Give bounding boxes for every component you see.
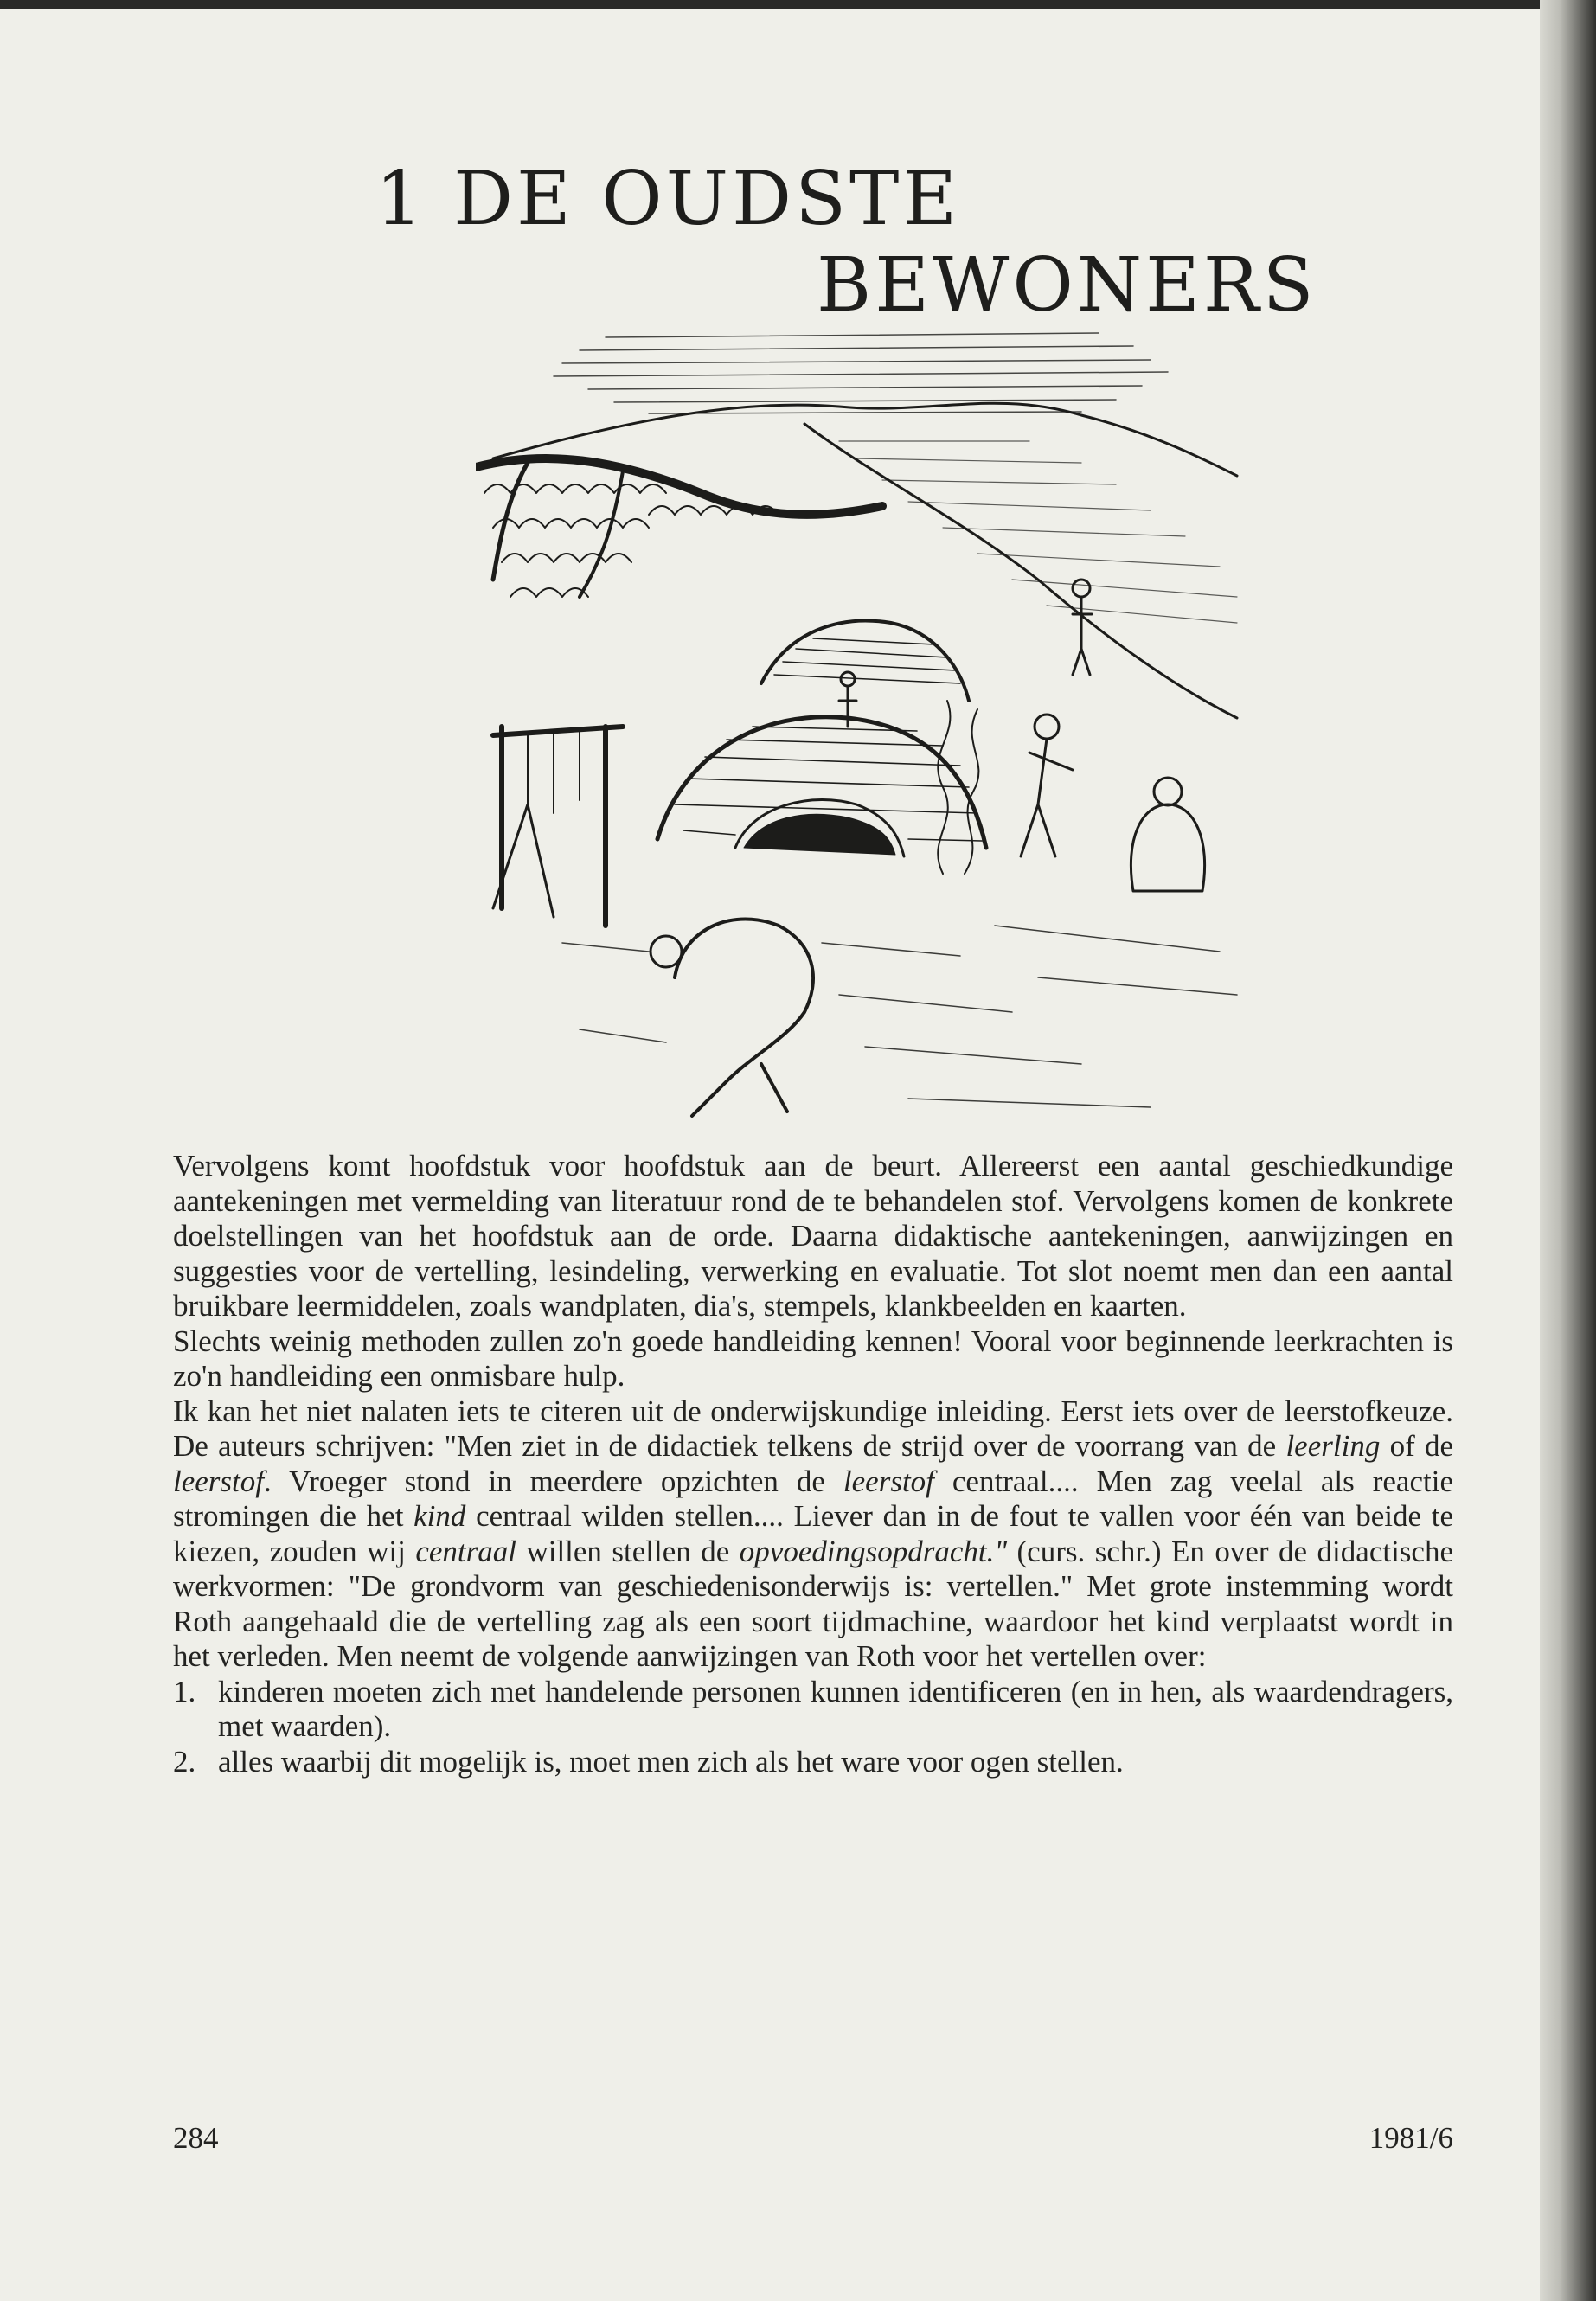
emphasis-leerstof: leerstof bbox=[843, 1464, 934, 1498]
paragraph-1: Vervolgens komt hoofdstuk voor hoofdstuk aan de beurt. Allereerst een aantal geschiedkundige aantekeningen met vermelding van literatuur rond de te behandelen stof. Vervolgens komen de konkrete doelstellingen van het hoofdstuk aan de orde. Daarna didaktische aantekeningen, aanwijzingen en suggesties voor de vertelling, lesindeling, verwerking en evaluatie. Tot slot noemt men dan een aantal bruikbare leermiddelen, zoals wandplaten, dia's, stempels, klankbeelden en kaarten. bbox=[173, 1149, 1453, 1323]
issue-number: 1981/6 bbox=[1368, 2121, 1453, 2155]
chapter-title-text-1: DE OUDSTE bbox=[453, 156, 961, 242]
paragraph-3-text: Ik kan het niet nalaten iets te citeren uit de onderwijskundige inleiding. Eerst iets over de leerstofkeuze. De auteurs schrijven: "Men ziet in de didactiek telkens de strijd over de voorrang van de bbox=[173, 1394, 1453, 1463]
paragraph-3-text: centraal wilden stellen.... Liever dan in de fout te vallen voor één van beide te kiezen, zouden wij bbox=[173, 1499, 1453, 1568]
body-text bbox=[173, 1149, 1453, 1779]
chapter-title bbox=[363, 156, 1317, 329]
list-item bbox=[173, 1745, 1453, 1780]
paragraph-3-text: . Vroeger stond in meerdere opzichten de bbox=[263, 1464, 843, 1498]
chapter-title-line2: BEWONERS bbox=[817, 242, 1317, 329]
emphasis-opvoedingsopdracht: opvoedingsopdracht." bbox=[739, 1534, 1008, 1568]
document-page bbox=[0, 9, 1540, 2301]
paragraph-2: Slechts weinig methoden zullen zo'n goede handleiding kennen! Vooral voor beginnende leerkrachten is zo'n handleiding een onmisbare hulp. bbox=[173, 1324, 1453, 1393]
list-number: 2. bbox=[173, 1744, 196, 1779]
emphasis-kind: kind bbox=[413, 1499, 466, 1533]
paragraph-3-text: of de bbox=[1380, 1429, 1453, 1463]
emphasis-leerstof: leerstof bbox=[173, 1464, 264, 1498]
paragraph-3-text: centraal.... Men zag veelal als reactie stromingen die het bbox=[173, 1464, 1453, 1533]
page-edge-shadow bbox=[1540, 0, 1596, 2301]
paragraph-3 bbox=[173, 1394, 1453, 1675]
emphasis-centraal: centraal bbox=[415, 1534, 516, 1568]
page-number: 284 bbox=[173, 2121, 219, 2155]
list-text: kinderen moeten zich met handelende personen kunnen identificeren (en in hen, als waardendragers, met waarden). bbox=[218, 1674, 1453, 1743]
prehistoric-settlement-illustration bbox=[476, 320, 1254, 1133]
numbered-list bbox=[173, 1675, 1453, 1780]
list-number: 1. bbox=[173, 1674, 196, 1708]
chapter-number: 1 bbox=[375, 156, 426, 242]
emphasis-leerling: leerling bbox=[1285, 1429, 1381, 1463]
list-item bbox=[173, 1675, 1453, 1745]
paragraph-3-text: willen stellen de bbox=[516, 1534, 740, 1568]
paragraph-3-text: (curs. schr.) En over de didactische werkvormen: "De grondvorm van geschiedenisonderwijs is: vertellen." Met grote instemming wordt Roth aangehaald die de vertelling zag als een soort tijdmachine, waardoor het kind verplaatst wordt in het verleden. Men neemt de volgende aanwijzingen van Roth voor het vertellen over: bbox=[173, 1534, 1453, 1673]
list-text: alles waarbij dit mogelijk is, moet men zich als het ware voor ogen stellen. bbox=[218, 1744, 1124, 1779]
chapter-title-line1 bbox=[363, 156, 1194, 242]
